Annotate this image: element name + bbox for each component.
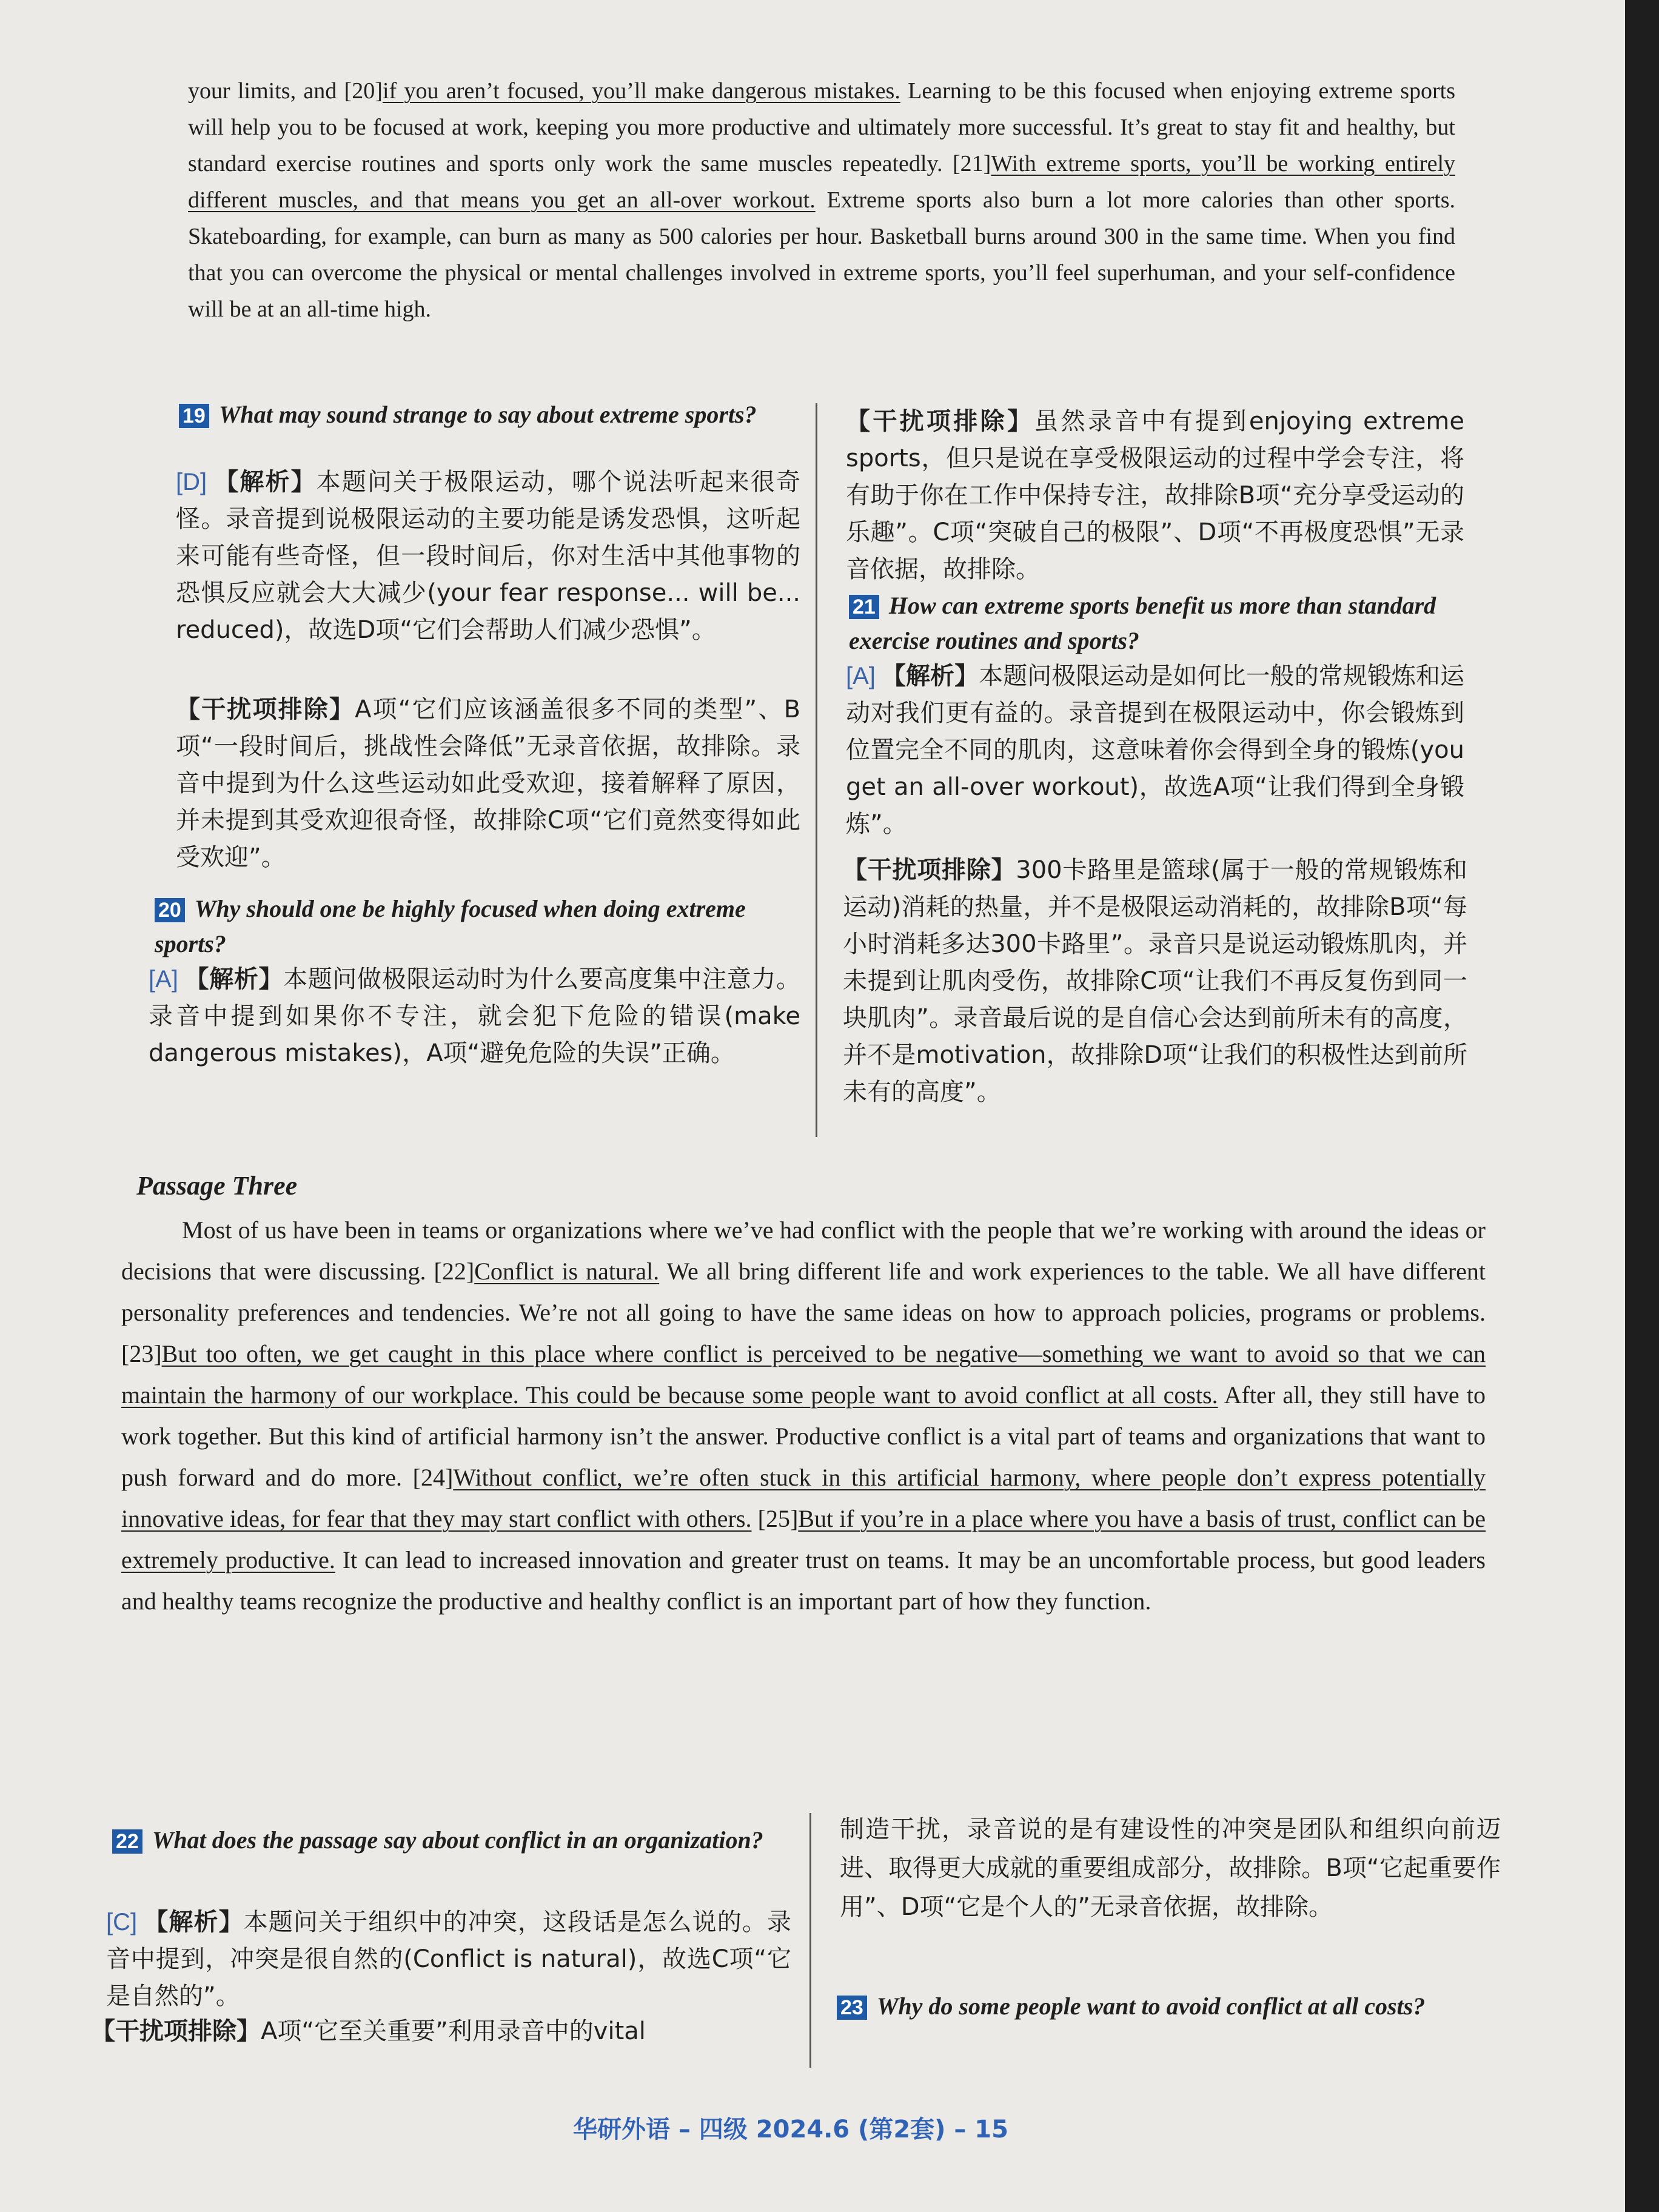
q19-distractor: 【干扰项排除】A项“它们应该涵盖很多不同的类型”、B项“一段时间后，挑战性会降低”无录音依据，故排除。录音中提到为什么这些运动如此受欢迎，接着解释了原因，并未提到其受欢迎很奇怪，故排除C项“它们竟然变得如此受欢迎”。: [176, 695, 801, 871]
column-divider: [809, 1813, 811, 2068]
question-number: 23: [837, 1996, 867, 2020]
q20-distractor: 【干扰项排除】虽然录音中有提到enjoying extreme sports，但只是说在享受极限运动的过程中学会专注，将有助于你在工作中保持专注，故排除B项“充分享受运动的乐趣”。C项“突破自己的极限”、D项“不再极度恐惧”无录音依据，故排除。: [846, 407, 1464, 583]
question-20: 20 Why should one be highly focused when doing extreme sports?: [155, 895, 746, 957]
question-number: 21: [849, 595, 879, 619]
question-number: 20: [155, 898, 185, 922]
q21-analysis: [A] 【解析】本题问极限运动是如何比一般的常规锻炼和运动对我们更有益的。录音提到在极限运动中，你会锻炼到位置完全不同的肌肉，这意味着你会得到全身的锻炼(you get an all-over workout)，故选A项“让我们得到全身锻炼”。: [846, 662, 1465, 838]
q21-distractor: 【干扰项排除】300卡路里是篮球(属于一般的常规锻炼和运动)消耗的热量，并不是极限运动消耗的，故排除B项“每小时消耗多达300卡路里”。录音只是说运动锻炼肌肉，并未提到让肌肉受伤，故排除C项“让我们不再反复伤到同一块肌肉”。录音最后说的是自信心会达到前所未有的高度，并不是motivation，故排除D项“让我们的积极性达到前所未有的高度”。: [843, 856, 1468, 1106]
underline-24: Without conflict, we’re often stuck in this artificial harmony, where people don’t express potentially innovative ideas, for fear that they may start conflict with others.: [121, 1464, 1486, 1532]
underline-22: Conflict is natural.: [474, 1258, 660, 1285]
answer-label: [C]: [106, 1909, 138, 1936]
answer-label: [A]: [149, 966, 178, 993]
question-23: 23 Why do some people want to avoid conflict at all costs?: [837, 1986, 1504, 2027]
q20-analysis: [A] 【解析】本题问做极限运动时为什么要高度集中注意力。录音中提到如果你不专注，就会犯下危险的错误(make dangerous mistakes)，A项“避免危险的失误”正确。: [149, 965, 800, 1067]
q22-analysis: [C] 【解析】本题问关于组织中的冲突，这段话是怎么说的。录音中提到，冲突是很自然的(Conflict is natural)，故选C项“它是自然的”。: [106, 1908, 792, 2010]
underline-23: But too often, we get caught in this place where conflict is perceived to be negative—something we want to avoid so that we can maintain the harmony of our workplace. This could be because some people want to avoid conflict at all costs.: [121, 1340, 1486, 1409]
answer-label: [D]: [176, 469, 207, 495]
question-number: 22: [112, 1829, 142, 1854]
column-divider: [816, 403, 817, 1137]
passage-two-paragraph: your limits, and [20]if you aren’t focused, you’ll make dangerous mistakes. Learning to be this focused when enjoying extreme sports will help you to be focused at work, keeping you more productive and ultimately more successful. It’s great to stay fit and healthy, but standard exercise routines and sports only work the same muscles repeatedly. [21]With extreme sports, you’ll be working entirely different muscles, and that means you get an all-over workout. Extreme sports also burn a lot more calories than other sports. Skateboarding, for example, can burn as many as 500 calories per hour. Basketball burns around 300 in the same time. When you find that you can overcome the physical or mental challenges involved in extreme sports, you’ll feel superhuman, and your self-confidence will be at an all-time high.: [188, 78, 1456, 322]
background-edge: [1625, 0, 1659, 2212]
question-number: 19: [179, 404, 209, 428]
answer-label: [A]: [846, 663, 876, 689]
question-22: 22 What does the passage say about conflict in an organization?: [112, 1819, 788, 1862]
q22-distractor: 【干扰项排除】A项“它至关重要”利用录音中的vital: [91, 2017, 646, 2045]
q22-distractor-continued: 制造干扰，录音说的是有建设性的冲突是团队和组织向前迈进、取得更大成就的重要组成部分，故排除。B项“它起重要作用”、D项“它是个人的”无录音依据，故排除。: [840, 1815, 1501, 1921]
passage-three-title: Passage Three: [136, 1171, 298, 1201]
underline-21: With extreme sports, you’ll be working entirely different muscles, and that means you get an all-over workout.: [188, 151, 1456, 213]
passage-three-paragraph: Most of us have been in teams or organizations where we’ve had conflict with the people that we’re working with around the ideas or decisions that were discussing. [22]Conflict is natural. We all bring different life and work experiences to the table. We all have different personality preferences and tendencies. We’re not all going to have the same ideas on how to approach policies, programs or problems. [23]But too often, we get caught in this place where conflict is perceived to be negative—something we want to avoid so that we can maintain the harmony of our workplace. This could be because some people want to avoid conflict at all costs. After all, they still have to work together. But this kind of artificial harmony isn’t the answer. Productive conflict is a vital part of teams and organizations that want to push forward and do more. [24]Without conflict, we’re often stuck in this artificial harmony, where people don’t express potentially innovative ideas, for fear that they may start conflict with others. [25]But if you’re in a place where you have a basis of trust, conflict can be extremely productive. It can lead to increased innovation and greater trust on teams. It may be an uncomfortable process, but good leaders and healthy teams recognize the productive and healthy conflict is an important part of how they function.: [121, 1216, 1486, 1615]
underline-25: But if you’re in a place where you have a basis of trust, conflict can be extremely productive.: [121, 1505, 1486, 1574]
question-19: 19 What may sound strange to say about extreme sports?: [179, 397, 797, 432]
page-footer: 华研外语 – 四级 2024.6 (第2套) – 15: [573, 2116, 1008, 2143]
underline-20: if you aren’t focused, you’ll make dangerous mistakes.: [382, 78, 900, 104]
q19-analysis: [D] 【解析】本题问关于极限运动，哪个说法听起来很奇怪。录音提到说极限运动的主要功能是诱发恐惧，这听起来可能有些奇怪，但一段时间后，你对生活中其他事物的恐惧反应就会大大减少(your fear response... will be... reduced)，故选D项“它们会帮助人们减少恐惧”。: [176, 468, 800, 644]
question-21: 21 How can extreme sports benefit us more than standard exercise routines and sports?: [849, 592, 1436, 654]
